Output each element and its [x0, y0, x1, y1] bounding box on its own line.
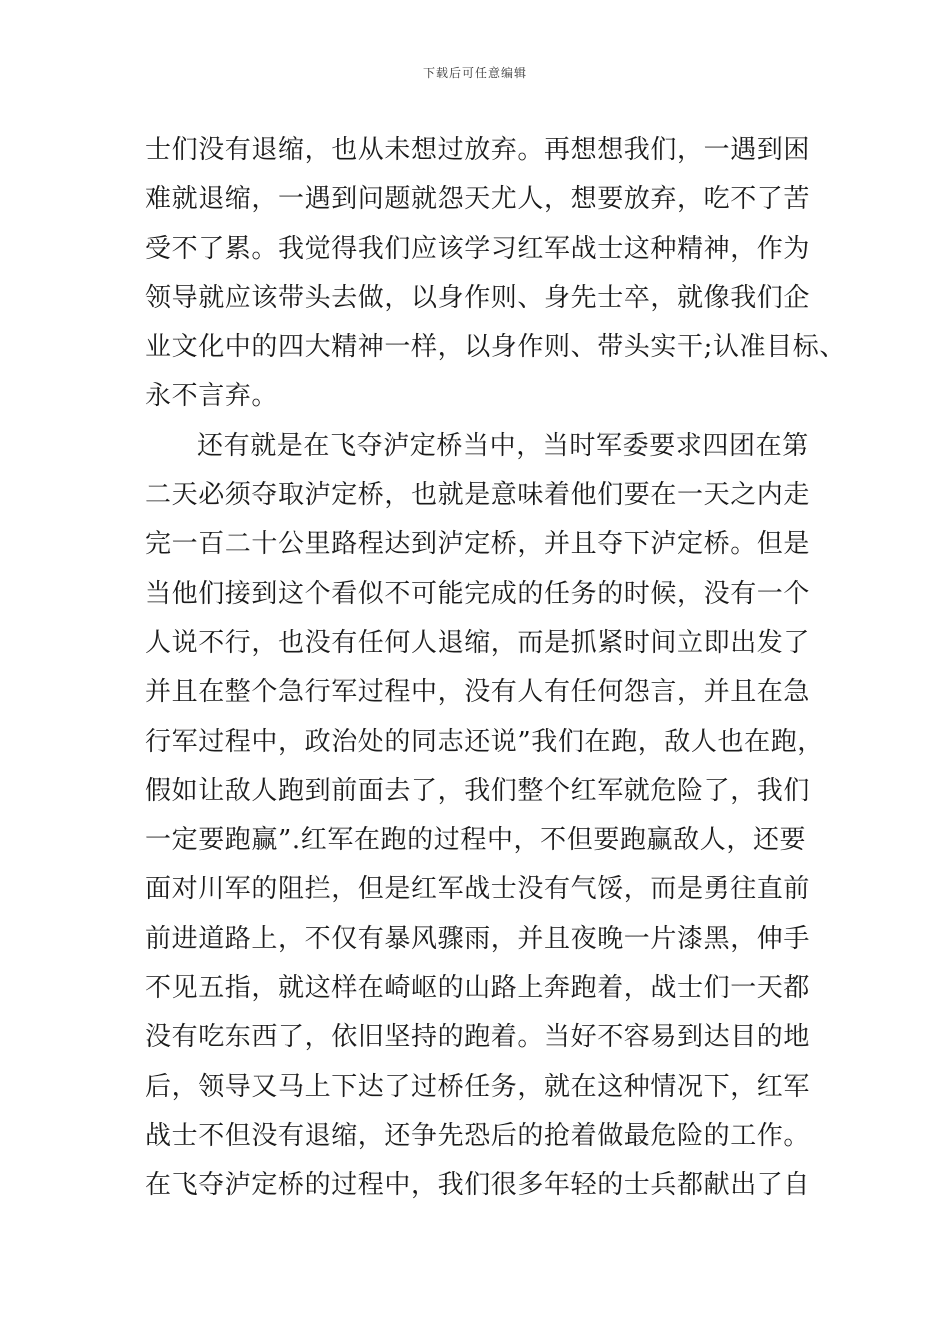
- text-line: 领导就应该带头去做，以身作则、身先士卒，就像我们企: [145, 282, 811, 313]
- text-line: 二天必须夺取泸定桥，也就是意味着他们要在一天之内走: [145, 480, 811, 511]
- text-line: 没有吃东西了，依旧坚持的跑着。当好不容易到达目的地: [145, 1022, 811, 1053]
- text-line: 假如让敌人跑到前面去了，我们整个红军就危险了，我们: [145, 775, 811, 806]
- text-line: 战士不但没有退缩，还争先恐后的抢着做最危险的工作。: [145, 1120, 811, 1151]
- text-line: 前进道路上，不仅有暴风骤雨，并且夜晚一片漆黑，伸手: [145, 923, 811, 954]
- page-header: 下载后可任意编辑: [422, 66, 527, 80]
- text-line: 一定要跑赢”.红军在跑的过程中，不但要跑赢敌人，还要: [145, 825, 807, 856]
- document-body: [145, 126, 846, 1211]
- text-line: 后，领导又马上下达了过桥任务，就在这种情况下，红军: [145, 1071, 811, 1102]
- text-line: 当他们接到这个看似不可能完成的任务的时候，没有一个: [145, 578, 811, 609]
- text-line: 并且在整个急行军过程中，没有人有任何怨言，并且在急: [145, 677, 811, 708]
- text-line: 在飞夺泸定桥的过程中，我们很多年轻的士兵都献出了自: [145, 1170, 811, 1201]
- text-line: 人说不行，也没有任何人退缩，而是抓紧时间立即出发了: [145, 627, 811, 658]
- text-line: 受不了累。我觉得我们应该学习红军战士这种精神，作为: [145, 233, 811, 264]
- text-line: 永不言弃。: [145, 381, 279, 412]
- paragraph: [145, 126, 846, 422]
- paragraph: [145, 422, 825, 1211]
- text-line: 行军过程中，政治处的同志还说”我们在跑，敌人也在跑，: [145, 726, 824, 757]
- text-line: 面对川军的阻拦，但是红军战士没有气馁，而是勇往直前: [145, 874, 811, 905]
- text-line: 不见五指，就这样在崎岖的山路上奔跑着，战士们一天都: [145, 973, 811, 1004]
- text-line: 难就退缩，一遇到问题就怨天尤人，想要放弃，吃不了苦: [145, 184, 811, 215]
- text-line: 还有就是在飞夺泸定桥当中，当时军委要求四团在第: [197, 430, 809, 461]
- text-line: 完一百二十公里路程达到泸定桥，并且夺下泸定桥。但是: [145, 529, 811, 560]
- text-line: 业文化中的四大精神一样，以身作则、带头实干;认准目标、: [145, 332, 846, 363]
- text-line: 士们没有退缩，也从未想过放弃。再想想我们，一遇到困: [145, 135, 811, 165]
